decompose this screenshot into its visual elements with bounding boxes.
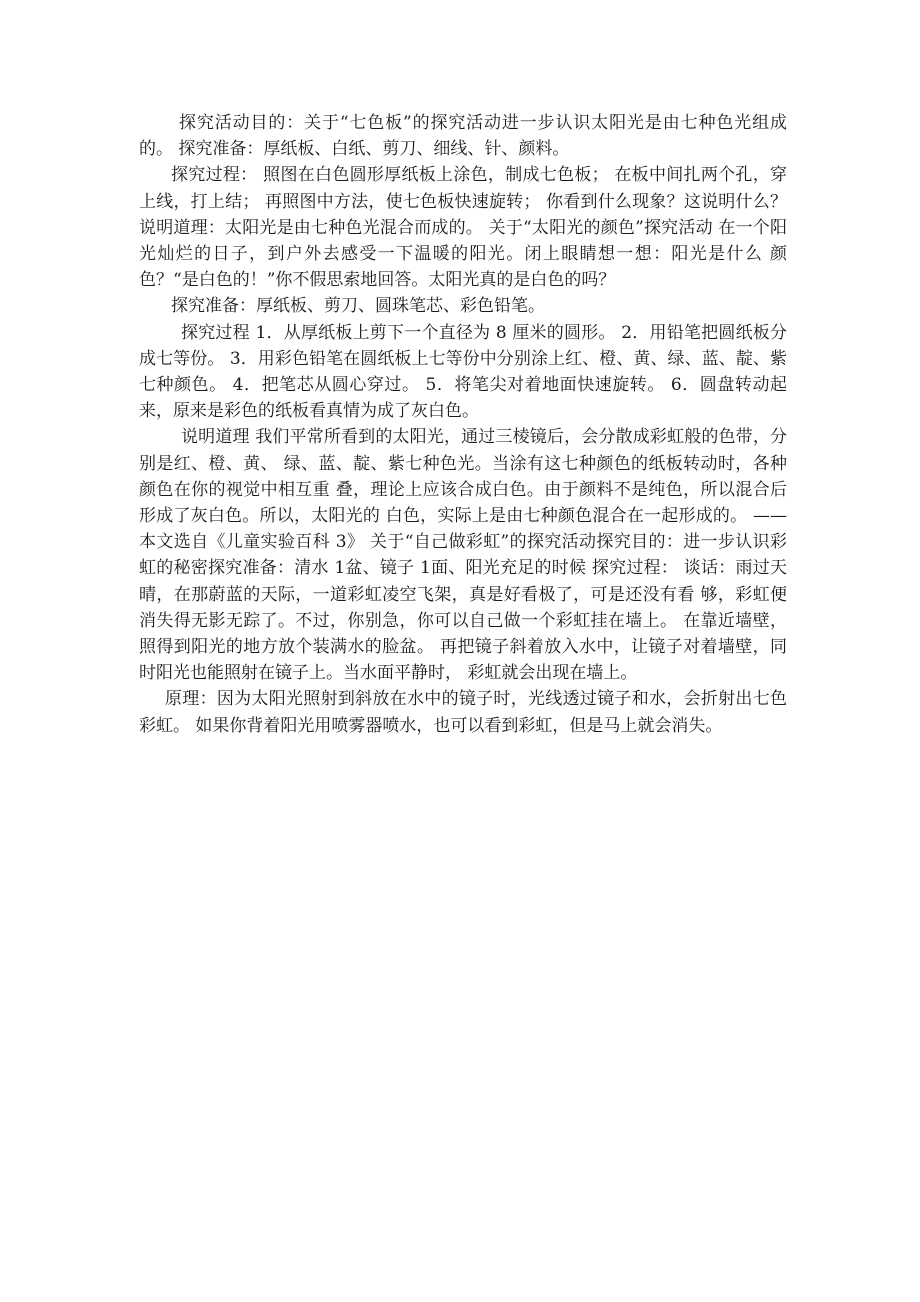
paragraph-principle: 原理：因为太阳光照射到斜放在水中的镜子时，光线透过镜子和水，会折射出七色彩虹。 如果你背着阳光用喷雾器喷水，也可以看到彩虹，但是马上就会消失。 — [139, 689, 787, 736]
paragraph-explanation: 说明道理 我们平常所看到的太阳光，通过三棱镜后，会分散成彩虹般的色带，分别是红、橙、黄、 绿、蓝、靛、紫七种色光。当涂有这七种颜色的纸板转动时，各种颜色在你的视觉中相互重 叠，理论上应该合成白色。由于颜料不是纯色，所以混合后形成了灰白色。所以，太阳光的 白色，实际上是由七种颜色混合在一起形成的。 ——本文选自《儿童实验百科 3》 关于“自己做彩虹”的探究活动探究目的：进一步认识彩虹的秘密探究准备：清水 1盆、镜子 1面、阳光充足的时候 探究过程： 谈话：雨过天晴，在那蔚蓝的天际，一道彩虹凌空飞架，真是好看极了，可是还没有看 够，彩虹便消失得无影无踪了。不过，你别急，你可以自己做一个彩虹挂在墙上。 在靠近墙壁，照得到阳光的地方放个装满水的脸盆。 再把镜子斜着放入水中，让镜子对着墙壁，同时阳光也能照射在镜子上。当水面平静时， 彩虹就会出现在墙上。 — [139, 427, 787, 684]
document-body — [139, 110, 787, 739]
paragraph-process-1: 探究过程： 照图在白色圆形厚纸板上涂色，制成七色板； 在板中间扎两个孔，穿上线，打上结； 再照图中方法，使七色板快速旋转； 你看到什么现象？这说明什么？说明道理：太阳光是由七种色光混合而成的。 关于“太阳光的颜色”探究活动 在一个阳光灿烂的日子，到户外去感受一下温暖的阳光。闭上眼睛想一想：阳光是什么 颜色？“是白色的！”你不假思索地回答。太阳光真的是白色的吗？ — [139, 165, 787, 291]
paragraph-process-2: 探究过程 1．从厚纸板上剪下一个直径为 8 厘米的圆形。 2．用铅笔把圆纸板分成七等份。 3．用彩色铅笔在圆纸板上七等份中分别涂上红、橙、黄、绿、蓝、靛、紫七种颜色。 4．把笔芯从圆心穿过。 5．将笔尖对着地面快速旋转。 6．圆盘转动起来，原来是彩色的纸板看真情为成了灰白色。 — [139, 322, 787, 422]
paragraph-preparation: 探究准备：厚纸板、剪刀、圆珠笔芯、彩色铅笔。 — [171, 296, 545, 317]
paragraph-purpose: 探究活动目的：关于“七色板”的探究活动进一步认识太阳光是由七种色光组成的。 探究准备：厚纸板、白纸、剪刀、细线、针、颜料。 — [139, 113, 787, 160]
